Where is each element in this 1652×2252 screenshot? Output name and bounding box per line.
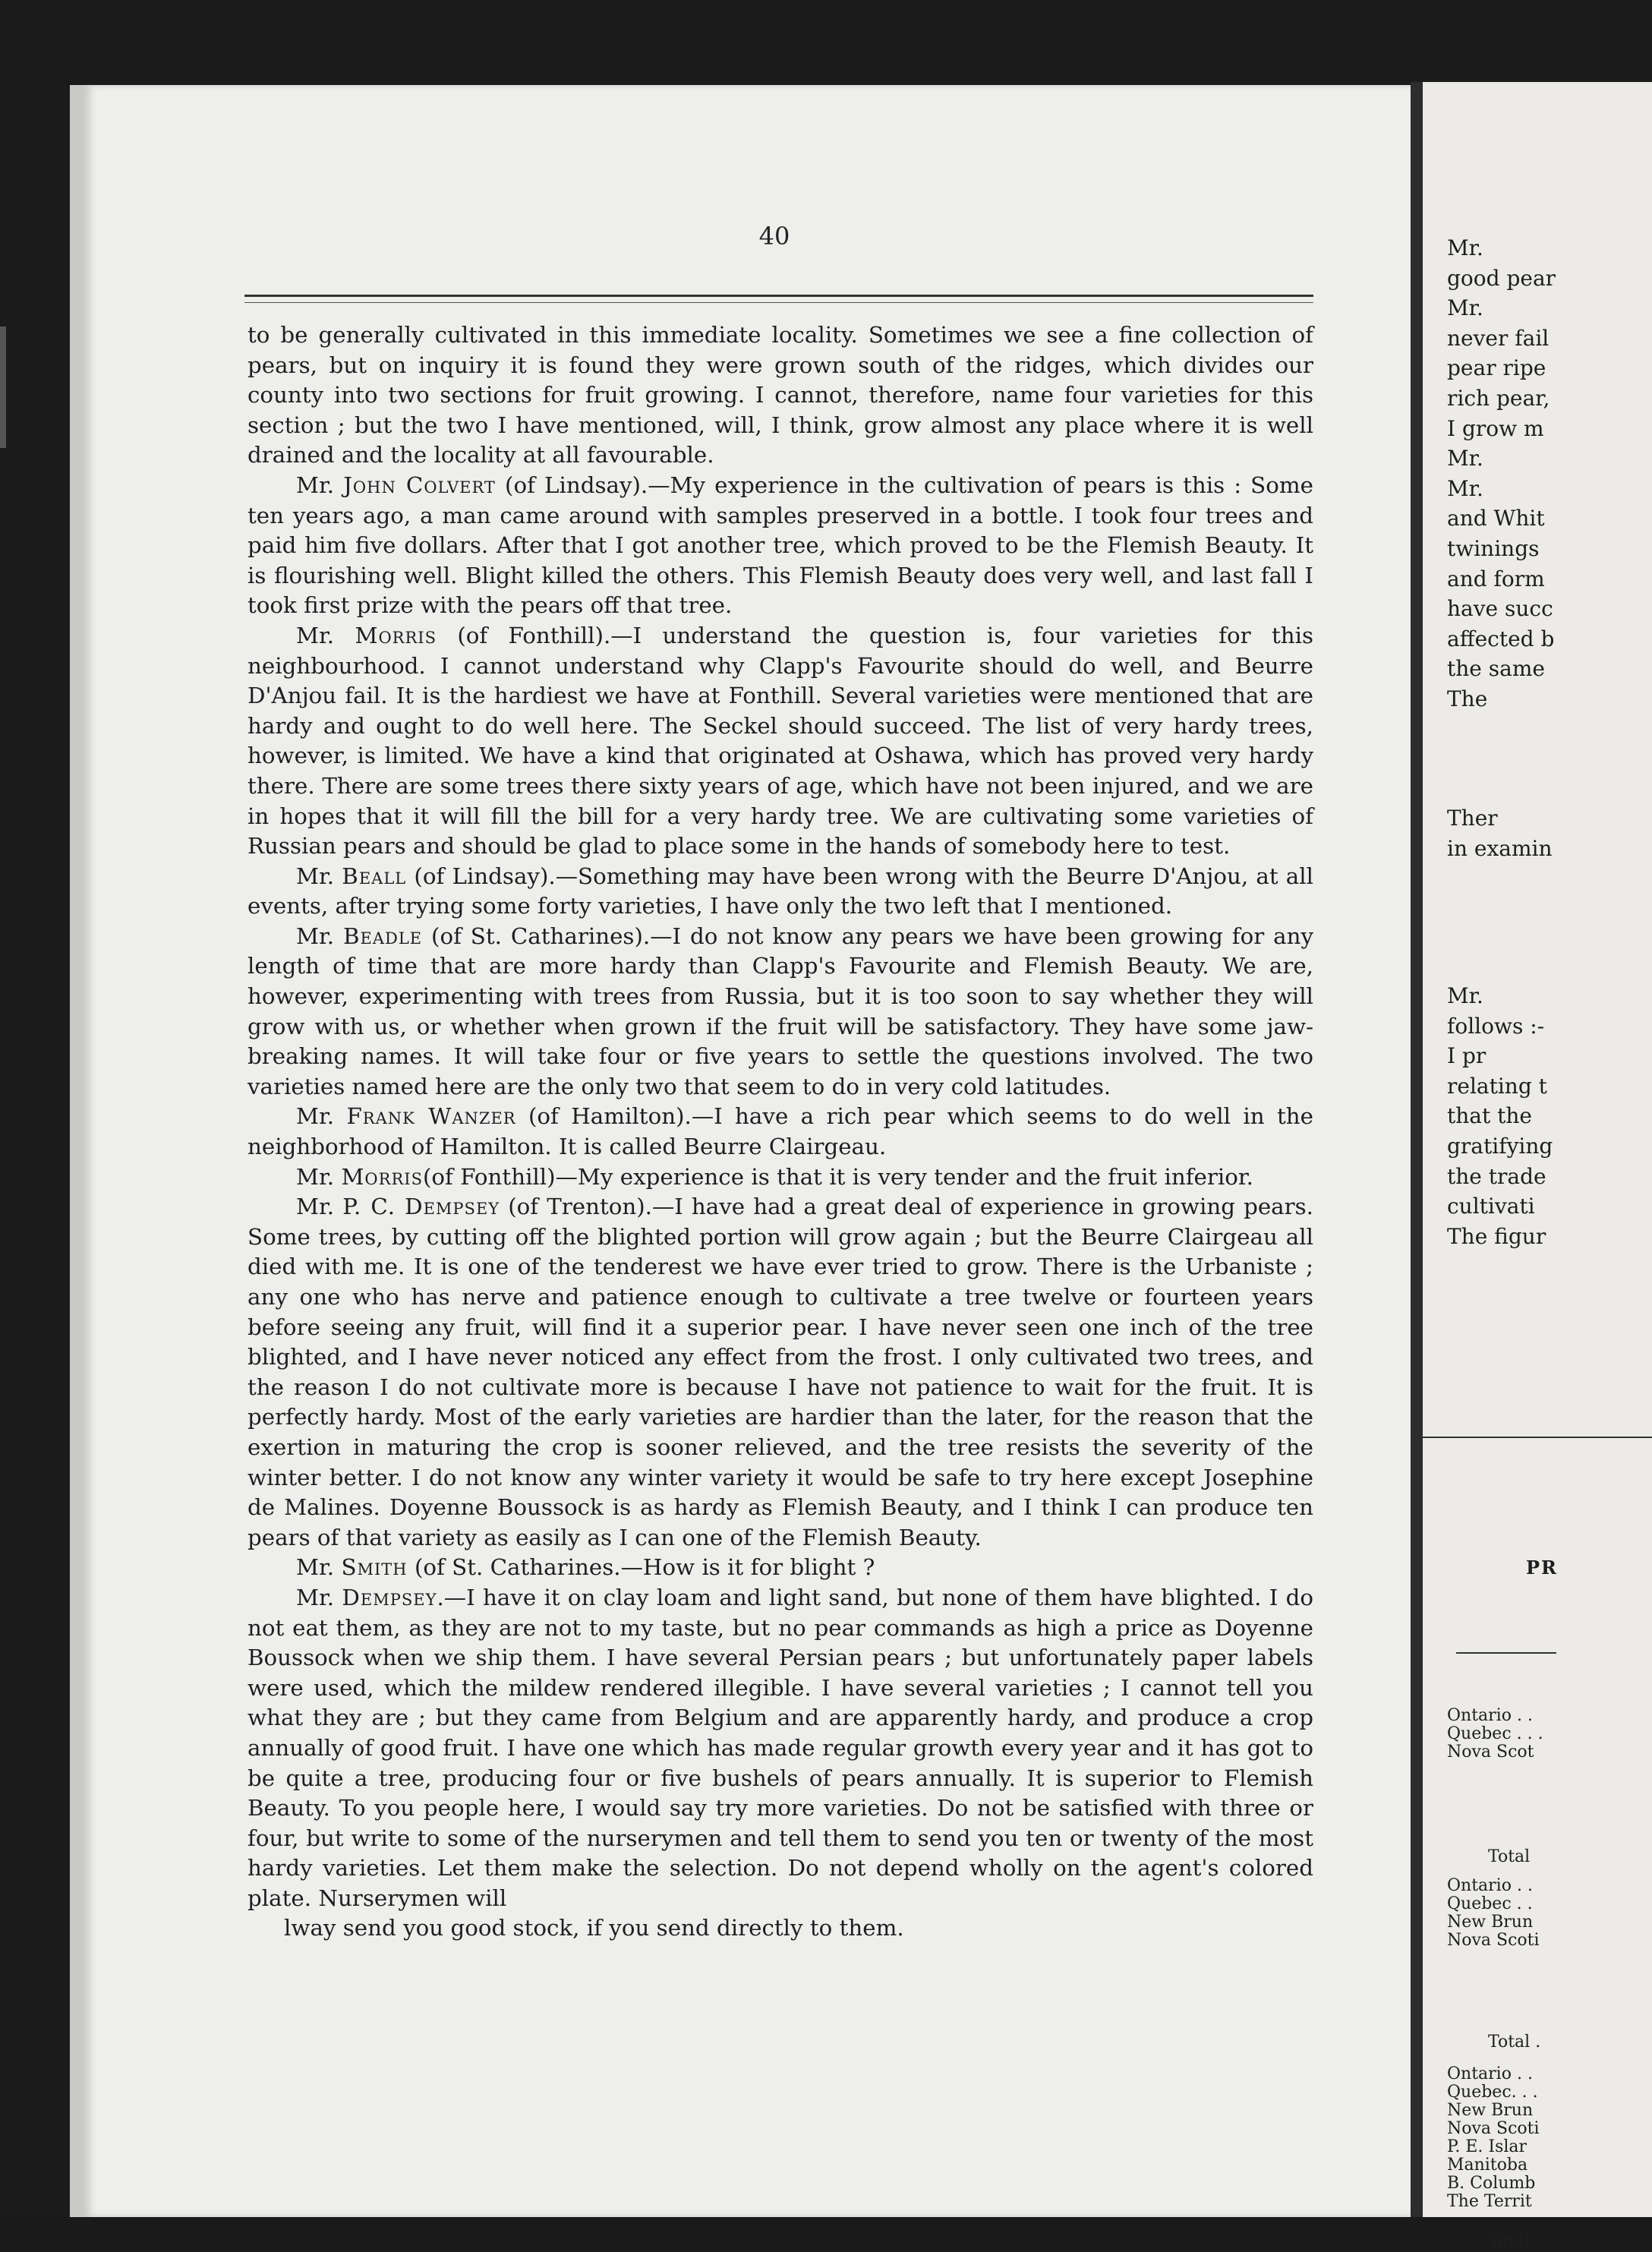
speaker-name: Dempsey	[342, 1584, 437, 1610]
right-page	[1423, 82, 1652, 2252]
paragraph-morris-1	[247, 621, 1313, 862]
right-page-line: the same	[1447, 656, 1545, 682]
right-page-line: follows :-	[1447, 1013, 1545, 1039]
paragraph-text: (of Fonthill).—I understand the question is, four varieties for this neighbourhood. I cannot understand why Clapp's Favourite should do well, and Beurre D'Anjou fail. It is the hardiest we have at Fonthill. Several varieties were mentioned that are hardy and ought to do well here. The Seckel should succeed. The list of very hardy trees, however, is limited. We have a kind that originated at Oshawa, which has proved very hardy there. There are some trees there sixty years of age, which have not been injured, and we are in hopes that it will fill the bill for a very hardy tree. We are cultivating some varieties of Russian pears and should be glad to place some in the hands of somebody here to test.	[247, 622, 1313, 859]
title-mr: Mr.	[296, 622, 335, 648]
right-page-line: in examin	[1447, 835, 1553, 861]
right-page-heading: PR	[1526, 1557, 1558, 1579]
right-page-line: Mr.	[1447, 446, 1483, 472]
paragraph-dempsey-1	[247, 1192, 1313, 1553]
right-page-line: never fail	[1447, 325, 1550, 351]
right-page-line: The figur	[1447, 1223, 1546, 1249]
right-page-line: I grow m	[1447, 415, 1544, 441]
paragraph-beadle	[247, 922, 1313, 1102]
paragraph-text: (of Trenton).—I have had a great deal of experience in growing pears. Some trees, by cutting off the blighted portion will grow again ; but the Beurre Clairgeau all died with me. It is one of the tenderest we have ever tried to grow. There is the Urbaniste ; any one who has nerve and patience enough to cultivate a tree twelve or fourteen years before seeing any fruit, will find it a superior pear. I have never seen one inch of the tree blighted, and I have never noticed any effect from the frost. I only cultivated two trees, and the reason I do not cultivate more is because I have not patience to wait for the fruit. It is perfectly hardy. Most of the early varieties are hardier than the later, for the reason that the exertion in maturing the crop is sooner relieved, and the tree resists the severity of the winter better. I do not know any winter variety it would be safe to try here except Josephine de Malines. Doyenne Boussock is as hardy as Flemish Beauty, and I think I can produce ten pears of that variety as easily as I can one of the Flemish Beauty.	[247, 1194, 1313, 1550]
table-total-1: Total	[1488, 1847, 1531, 1866]
title-mr: Mr.	[296, 1163, 335, 1190]
right-page-line: that the	[1447, 1103, 1532, 1129]
paragraph-1: to be generally cultivated in this immediate locality. Sometimes we see a fine collection of pears, but on inquiry it is found they were grown south of the ridges, which divides our county into two sections for fruit growing. I cannot, therefore, name four varieties for this section ; but the two I have mentioned, will, I think, grow almost any place where it is well drained and the locality at all favourable.	[247, 322, 1313, 468]
right-page-line: Quebec. . .	[1447, 2083, 1538, 2102]
paragraph-text: (of Lindsay).—My experience in the cultivation of pears is this : Some ten years ago, a man came around with samples preserved in a bottle. I took four trees and paid him five dollars. After that I got another tree, which proved to be the Flemish Beauty. It is flourishing well. Blight killed the others. This Flemish Beauty does very well, and last fall I took first prize with the pears off that tree.	[247, 472, 1313, 619]
right-page-line: relating t	[1447, 1073, 1547, 1099]
paragraph-morris-2	[247, 1162, 1313, 1193]
table-total-3: Total .	[1488, 2233, 1541, 2252]
right-page-line: Mr.	[1447, 983, 1483, 1008]
book-gutter	[1411, 82, 1423, 2217]
right-page-line: New Brun	[1447, 2101, 1534, 2120]
right-page-line: affected b	[1447, 626, 1555, 651]
speaker-name: Morris	[341, 1163, 423, 1190]
right-page-line: good pear	[1447, 265, 1556, 291]
paragraph-beall	[247, 862, 1313, 922]
paragraph-text: .—I have it on clay loam and light sand, but none of them have blighted. I do not eat them, as they are not to my taste, but no pear commands as high a price as Doyenne Boussock when we ship them. I have several Persian pears ; but unfortunately paper labels were used, which the mildew rendered illegible. I have several varieties ; I cannot tell you what they are ; but they came from Belgium and are apparently hardy, and produce a crop annually of good fruit. I have one which has made regular growth every year and it has got to be quite a tree, producing four or five bushels of pears annually. It is superior to Flemish Beauty. To you people here, I would say try more varieties. Do not be satisfied with three or four, but write to some of the nurserymen and tell them to send you ten or twenty of the most hardy varieties. Let them make the selection. Do not depend wholly on the agent's colored plate. Nurserymen will	[247, 1584, 1313, 1911]
paragraph-text: (of Fonthill)—My experience is that it is very tender and the fruit inferior.	[422, 1163, 1253, 1190]
right-page-line: the trade	[1447, 1163, 1546, 1189]
paragraph-smith	[247, 1553, 1313, 1583]
right-page-line: pear ripe	[1447, 355, 1546, 381]
right-page-line: cultivati	[1447, 1194, 1535, 1219]
right-page-line: Ther	[1447, 806, 1498, 831]
right-page-line: The	[1447, 686, 1488, 711]
right-page-line: Manitoba	[1447, 2156, 1528, 2175]
right-page-line: I pr	[1447, 1043, 1486, 1069]
right-page-rule	[1423, 1437, 1652, 1438]
right-page-line: P. E. Islar	[1447, 2137, 1527, 2156]
paragraph-final-line: lway send you good stock, if you send directly to them.	[284, 1915, 904, 1941]
paragraph-text: (of Hamilton).—I have a rich pear which seems to do well in the neighborhood of Hamilton. It is called Beurre Clairgeau.	[247, 1103, 1313, 1160]
right-page-line: and Whit	[1447, 506, 1545, 531]
right-page-line: Quebec . .	[1447, 1894, 1533, 1913]
table-total-2: Total .	[1488, 2033, 1541, 2052]
speaker-name: Beall	[342, 863, 407, 889]
paragraph-colvert	[247, 471, 1313, 621]
right-page-line: The Territ	[1447, 2192, 1532, 2211]
title-mr: Mr.	[296, 923, 335, 949]
right-page-line: Nova Scoti	[1447, 2119, 1540, 2138]
body-text	[247, 320, 1313, 1944]
speaker-name: John Colvert	[343, 472, 496, 498]
title-mr: Mr.	[296, 472, 335, 498]
right-page-line: and form	[1447, 566, 1545, 591]
paragraph-text: (of Lindsay).—Something may have been wrong with the Beurre D'Anjou, at all events, after trying some forty varieties, I have only the two left that I mentioned.	[247, 863, 1313, 919]
header-rule-thin	[244, 302, 1313, 303]
speaker-name: P. C. Dempsey	[342, 1194, 500, 1220]
right-page-line: Nova Scot	[1447, 1743, 1534, 1762]
title-mr: Mr.	[296, 1194, 335, 1220]
speaker-name: Frank Wanzer	[346, 1103, 516, 1130]
right-page-line: B. Columb	[1447, 2174, 1536, 2193]
speaker-name: Beadle	[343, 923, 423, 949]
paragraph-text: (of St. Catharines).—I do not know any pears we have been growing for any length of time that are more hardy than Clapp's Favourite and Flemish Beauty. We are, however, experimenting with trees from Russia, but it is too soon to say whether they will grow with us, or whether when grown if the fruit will be satisfactory. They have some jaw-breaking names. It will take four or five years to settle the questions involved. The two varieties named here are the only two that seem to do in very cold latitudes.	[247, 923, 1313, 1099]
right-page-line: Mr.	[1447, 295, 1483, 321]
paragraph-dempsey-2	[247, 1583, 1313, 1914]
right-page-line: twinings	[1447, 536, 1540, 561]
header-rule-thick	[244, 295, 1313, 297]
right-page-line: rich pear,	[1447, 386, 1550, 411]
right-page-line: Ontario . .	[1447, 1876, 1533, 1895]
title-mr: Mr.	[296, 1554, 335, 1581]
right-page-line: New Brun	[1447, 1913, 1534, 1932]
right-page-line: gratifying	[1447, 1134, 1553, 1159]
right-page-line: Nova Scoti	[1447, 1931, 1540, 1950]
paragraph-text: (of St. Catharines.—How is it for blight ?	[407, 1554, 875, 1581]
speaker-name: Smith	[341, 1554, 408, 1581]
right-page-table-rule	[1456, 1652, 1556, 1654]
title-mr: Mr.	[296, 863, 335, 889]
right-page-line: Mr.	[1447, 235, 1483, 260]
title-mr: Mr.	[296, 1584, 335, 1610]
right-page-line: Quebec . . .	[1447, 1724, 1543, 1743]
speaker-name: Morris	[355, 622, 437, 648]
paragraph-wanzer	[247, 1102, 1313, 1162]
page-number: 40	[758, 222, 790, 251]
right-page-line: have succ	[1447, 596, 1553, 622]
right-page-line: Mr.	[1447, 475, 1483, 501]
binding-edge-mark	[0, 326, 6, 448]
right-page-line: Ontario . .	[1447, 2064, 1533, 2083]
title-mr: Mr.	[296, 1103, 335, 1130]
right-page-line: Ontario . .	[1447, 1706, 1533, 1725]
